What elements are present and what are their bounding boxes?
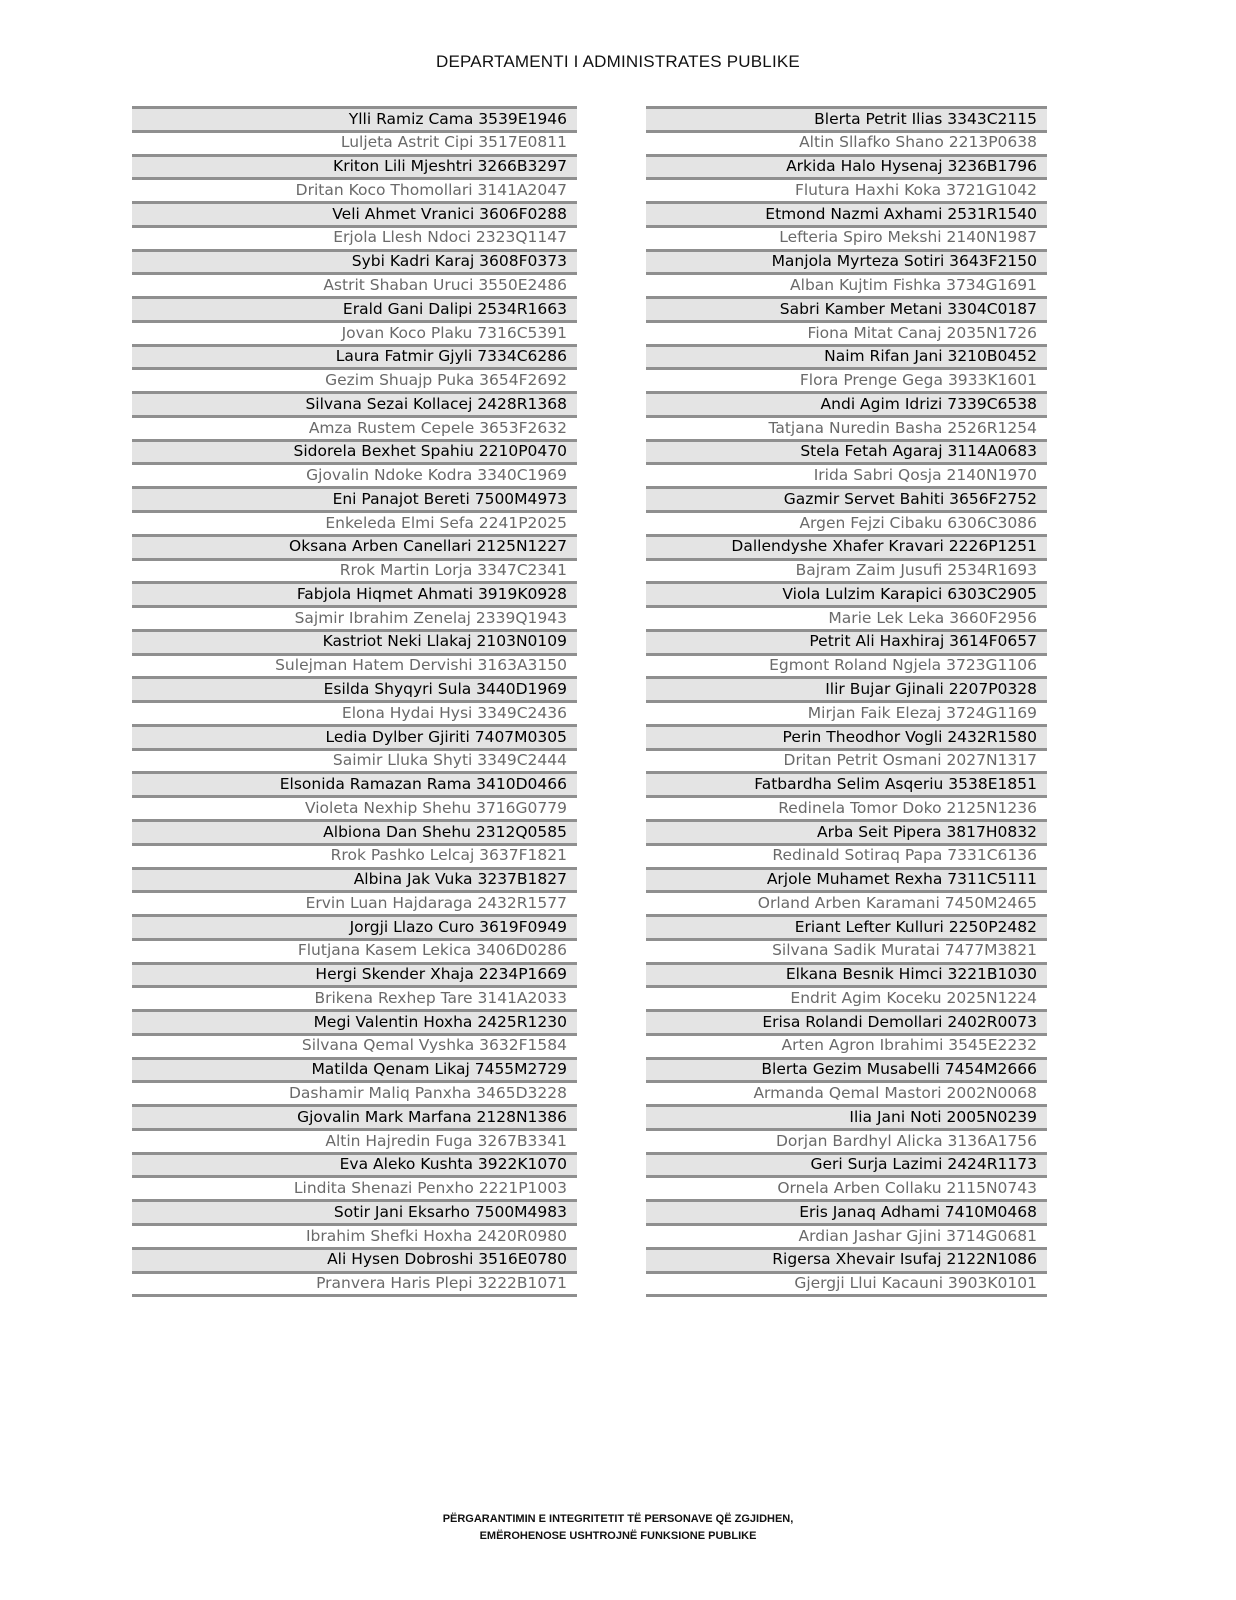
list-item: Flora Prenge Gega 3933K1601 — [646, 370, 1047, 394]
list-item: Dallendyshe Xhafer Kravari 2226P1251 — [646, 537, 1047, 561]
list-item: Enkeleda Elmi Sefa 2241P2025 — [132, 513, 577, 537]
list-item: Sabri Kamber Metani 3304C0187 — [646, 299, 1047, 323]
list-item: Saimir Lluka Shyti 3349C2444 — [132, 751, 577, 775]
list-item: Rrok Pashko Lelcaj 3637F1821 — [132, 846, 577, 870]
list-item: Albina Jak Vuka 3237B1827 — [132, 870, 577, 894]
list-item: Manjola Myrteza Sotiri 3643F2150 — [646, 252, 1047, 276]
list-item: Ali Hysen Dobroshi 3516E0780 — [132, 1250, 577, 1274]
list-item: Amza Rustem Cepele 3653F2632 — [132, 418, 577, 442]
list-item: Ilir Bujar Gjinali 2207P0328 — [646, 679, 1047, 703]
list-item: Esilda Shyqyri Sula 3440D1969 — [132, 679, 577, 703]
list-item: Fatbardha Selim Asqeriu 3538E1851 — [646, 774, 1047, 798]
list-item: Eva Aleko Kushta 3922K1070 — [132, 1155, 577, 1179]
list-item: Perin Theodhor Vogli 2432R1580 — [646, 727, 1047, 751]
list-item: Ledia Dylber Gjiriti 7407M0305 — [132, 727, 577, 751]
list-item: Redinald Sotiraq Papa 7331C6136 — [646, 846, 1047, 870]
list-item: Arkida Halo Hysenaj 3236B1796 — [646, 157, 1047, 181]
list-item: Violeta Nexhip Shehu 3716G0779 — [132, 798, 577, 822]
list-item: Sajmir Ibrahim Zenelaj 2339Q1943 — [132, 608, 577, 632]
list-item: Dritan Koco Thomollari 3141A2047 — [132, 180, 577, 204]
list-item: Gezim Shuajp Puka 3654F2692 — [132, 370, 577, 394]
list-item: Alban Kujtim Fishka 3734G1691 — [646, 275, 1047, 299]
list-item: Gazmir Servet Bahiti 3656F2752 — [646, 489, 1047, 513]
list-item: Redinela Tomor Doko 2125N1236 — [646, 798, 1047, 822]
list-item: Oksana Arben Canellari 2125N1227 — [132, 537, 577, 561]
list-item: Jorgji Llazo Curo 3619F0949 — [132, 917, 577, 941]
list-item: Elsonida Ramazan Rama 3410D0466 — [132, 774, 577, 798]
list-item: Sotir Jani Eksarho 7500M4983 — [132, 1202, 577, 1226]
list-item: Sidorela Bexhet Spahiu 2210P0470 — [132, 442, 577, 466]
list-item: Egmont Roland Ngjela 3723G1106 — [646, 656, 1047, 680]
list-item: Flutura Haxhi Koka 3721G1042 — [646, 180, 1047, 204]
list-item: Altin Hajredin Fuga 3267B3341 — [132, 1131, 577, 1155]
list-item: Arten Agron Ibrahimi 3545E2232 — [646, 1036, 1047, 1060]
list-item: Matilda Qenam Likaj 7455M2729 — [132, 1060, 577, 1084]
list-item: Megi Valentin Hoxha 2425R1230 — [132, 1012, 577, 1036]
list-item: Erjola Llesh Ndoci 2323Q1147 — [132, 228, 577, 252]
list-item: Ardian Jashar Gjini 3714G0681 — [646, 1226, 1047, 1250]
list-item: Geri Surja Lazimi 2424R1173 — [646, 1155, 1047, 1179]
list-item: Albiona Dan Shehu 2312Q0585 — [132, 822, 577, 846]
list-item: Tatjana Nuredin Basha 2526R1254 — [646, 418, 1047, 442]
list-item: Naim Rifan Jani 3210B0452 — [646, 347, 1047, 371]
list-item: Ylli Ramiz Cama 3539E1946 — [132, 109, 577, 133]
list-item: Gjovalin Mark Marfana 2128N1386 — [132, 1107, 577, 1131]
list-item: Dritan Petrit Osmani 2027N1317 — [646, 751, 1047, 775]
list-item: Ervin Luan Hajdaraga 2432R1577 — [132, 893, 577, 917]
list-item: Gjovalin Ndoke Kodra 3340C1969 — [132, 465, 577, 489]
list-item: Dorjan Bardhyl Alicka 3136A1756 — [646, 1131, 1047, 1155]
list-item: Kastriot Neki Llakaj 2103N0109 — [132, 632, 577, 656]
list-item: Eriant Lefter Kulluri 2250P2482 — [646, 917, 1047, 941]
list-item: Gjergji Llui Kacauni 3903K0101 — [646, 1274, 1047, 1298]
list-item: Marie Lek Leka 3660F2956 — [646, 608, 1047, 632]
list-item: Ibrahim Shefki Hoxha 2420R0980 — [132, 1226, 577, 1250]
list-item: Blerta Petrit Ilias 3343C2115 — [646, 109, 1047, 133]
list-item: Bajram Zaim Jusufi 2534R1693 — [646, 561, 1047, 585]
list-item: Viola Lulzim Karapici 6303C2905 — [646, 584, 1047, 608]
list-item: Rrok Martin Lorja 3347C2341 — [132, 561, 577, 585]
list-item: Luljeta Astrit Cipi 3517E0811 — [132, 133, 577, 157]
list-item: Hergi Skender Xhaja 2234P1669 — [132, 965, 577, 989]
list-item: Pranvera Haris Plepi 3222B1071 — [132, 1274, 577, 1298]
page-footer — [0, 1511, 1236, 1545]
list-item: Eris Janaq Adhami 7410M0468 — [646, 1202, 1047, 1226]
list-item: Elkana Besnik Himci 3221B1030 — [646, 965, 1047, 989]
list-item: Brikena Rexhep Tare 3141A2033 — [132, 988, 577, 1012]
list-item: Silvana Sadik Muratai 7477M3821 — [646, 941, 1047, 965]
list-item: Fabjola Hiqmet Ahmati 3919K0928 — [132, 584, 577, 608]
list-item: Dashamir Maliq Panxha 3465D3228 — [132, 1083, 577, 1107]
list-item: Astrit Shaban Uruci 3550E2486 — [132, 275, 577, 299]
list-item: Erald Gani Dalipi 2534R1663 — [132, 299, 577, 323]
footer-line-1: PËRGARANTIMIN E INTEGRITETIT TË PERSONAVE QË ZGJIDHEN, — [442, 1513, 794, 1525]
list-item: Laura Fatmir Gjyli 7334C6286 — [132, 347, 577, 371]
list-item: Orland Arben Karamani 7450M2465 — [646, 893, 1047, 917]
list-item: Blerta Gezim Musabelli 7454M2666 — [646, 1060, 1047, 1084]
list-item: Lefteria Spiro Mekshi 2140N1987 — [646, 228, 1047, 252]
list-item: Armanda Qemal Mastori 2002N0068 — [646, 1083, 1047, 1107]
list-item: Altin Sllafko Shano 2213P0638 — [646, 133, 1047, 157]
list-item: Rigersa Xhevair Isufaj 2122N1086 — [646, 1250, 1047, 1274]
list-item: Ornela Arben Collaku 2115N0743 — [646, 1178, 1047, 1202]
right-name-list — [646, 106, 1047, 1297]
list-item: Silvana Sezai Kollacej 2428R1368 — [132, 394, 577, 418]
page-title: DEPARTAMENTI I ADMINISTRATES PUBLIKE — [436, 52, 800, 71]
list-item: Irida Sabri Qosja 2140N1970 — [646, 465, 1047, 489]
list-item: Petrit Ali Haxhiraj 3614F0657 — [646, 632, 1047, 656]
list-item: Fiona Mitat Canaj 2035N1726 — [646, 323, 1047, 347]
list-item: Silvana Qemal Vyshka 3632F1584 — [132, 1036, 577, 1060]
list-item: Sybi Kadri Karaj 3608F0373 — [132, 252, 577, 276]
footer-line-2: EMËROHENOSE USHTROJNË FUNKSIONE PUBLIKE — [479, 1530, 757, 1542]
list-item: Arjole Muhamet Rexha 7311C5111 — [646, 870, 1047, 894]
list-item: Etmond Nazmi Axhami 2531R1540 — [646, 204, 1047, 228]
list-item: Endrit Agim Koceku 2025N1224 — [646, 988, 1047, 1012]
list-item: Arba Seit Pipera 3817H0832 — [646, 822, 1047, 846]
list-item: Elona Hydai Hysi 3349C2436 — [132, 703, 577, 727]
left-name-list — [132, 106, 577, 1297]
list-item: Kriton Lili Mjeshtri 3266B3297 — [132, 157, 577, 181]
list-item: Mirjan Faik Elezaj 3724G1169 — [646, 703, 1047, 727]
list-item: Veli Ahmet Vranici 3606F0288 — [132, 204, 577, 228]
list-item: Sulejman Hatem Dervishi 3163A3150 — [132, 656, 577, 680]
list-item: Stela Fetah Agaraj 3114A0683 — [646, 442, 1047, 466]
list-item: Argen Fejzi Cibaku 6306C3086 — [646, 513, 1047, 537]
list-item: Andi Agim Idrizi 7339C6538 — [646, 394, 1047, 418]
list-item: Flutjana Kasem Lekica 3406D0286 — [132, 941, 577, 965]
list-item: Jovan Koco Plaku 7316C5391 — [132, 323, 577, 347]
list-item: Ilia Jani Noti 2005N0239 — [646, 1107, 1047, 1131]
list-item: Erisa Rolandi Demollari 2402R0073 — [646, 1012, 1047, 1036]
list-item: Lindita Shenazi Penxho 2221P1003 — [132, 1178, 577, 1202]
list-item: Eni Panajot Bereti 7500M4973 — [132, 489, 577, 513]
